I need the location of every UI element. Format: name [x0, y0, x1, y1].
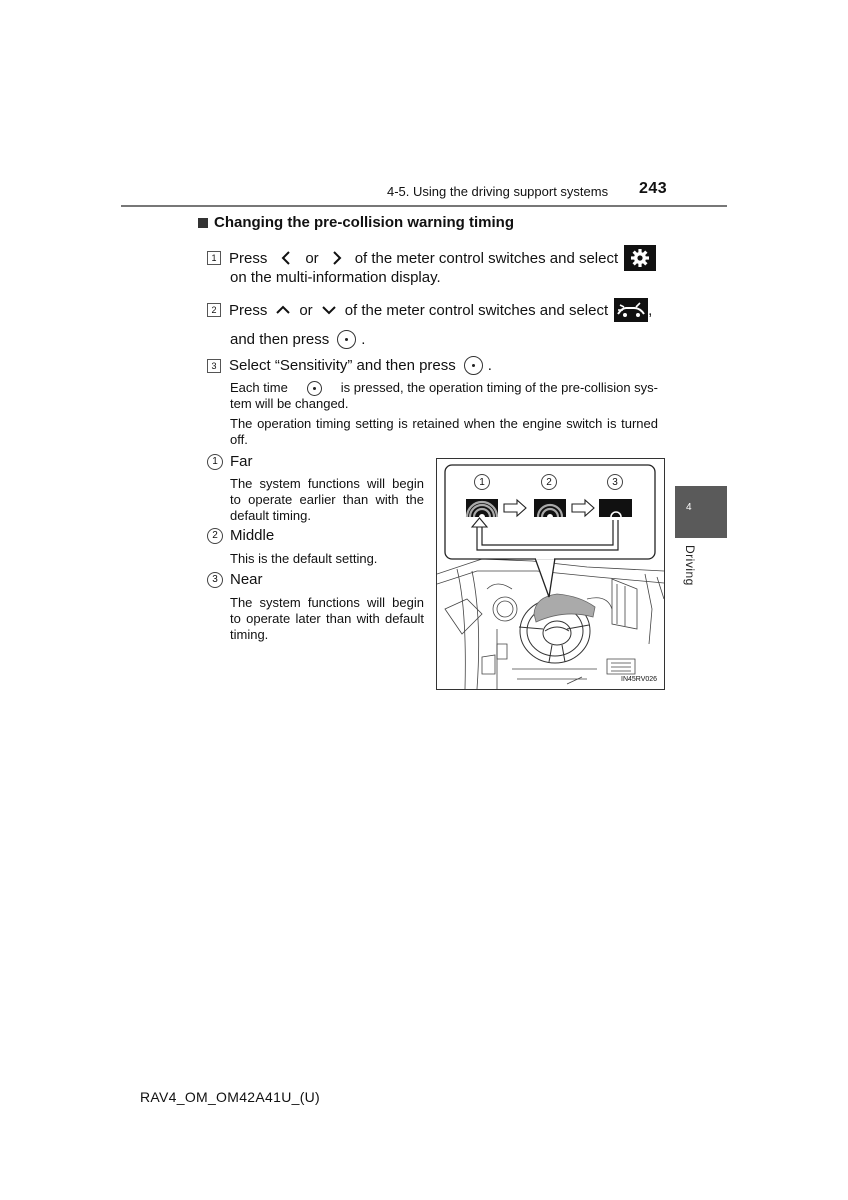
step-text: or — [305, 249, 319, 267]
step-text: Press — [229, 249, 268, 267]
note-1 — [230, 380, 658, 412]
ok-button-icon — [464, 356, 483, 375]
option-middle-desc: This is the default setting. — [230, 551, 378, 566]
step-2-line2 — [230, 330, 365, 349]
step-text: or — [299, 301, 313, 319]
page-number: 243 — [639, 180, 668, 197]
option-far-desc: The system functions will begin to operate earlier than with the default timing. — [230, 476, 424, 523]
figure-code: IN45RV026 — [621, 676, 658, 683]
settings-gear-icon — [624, 245, 656, 271]
option-middle — [207, 527, 274, 544]
option-far — [207, 453, 253, 470]
dashboard-illustration — [436, 458, 665, 690]
step-3 — [207, 356, 492, 375]
section-title: 4-5. Using the driving support systems — [387, 184, 609, 199]
step-1-line2: on the multi-information display. — [230, 269, 441, 286]
step-number: 1 — [207, 251, 221, 265]
option-near-desc: The system functions will begin to operate later than with default timing. — [230, 595, 424, 642]
option-number: 3 — [207, 572, 223, 588]
timing-diagram-svg — [437, 459, 664, 689]
header-rule — [121, 205, 727, 207]
note-text: tem will be changed. — [230, 396, 349, 411]
step-text: of the meter control switches and select — [354, 249, 619, 267]
step-text: of the meter control switches and select — [344, 301, 609, 319]
ok-button-icon — [307, 381, 322, 396]
option-title: Near — [230, 571, 263, 588]
option-number: 1 — [207, 454, 223, 470]
step-text: . — [361, 331, 366, 348]
note-2: The operation timing setting is retained when the engine switch is turned off. — [230, 416, 658, 447]
step-text: Select “Sensitivity” and then press — [229, 357, 456, 374]
option-title: Middle — [230, 527, 275, 544]
ok-button-icon — [337, 330, 356, 349]
document-code: RAV4_OM_OM42A41U_(U) — [140, 1089, 321, 1105]
option-near — [207, 571, 263, 588]
option-title: Far — [230, 453, 253, 470]
figure-label: 2 — [541, 474, 557, 490]
square-bullet-icon — [198, 218, 208, 228]
chevron-right-icon — [329, 250, 345, 266]
step-text: , — [648, 301, 653, 319]
step-2 — [207, 298, 652, 322]
step-1 — [207, 245, 656, 271]
figure-label: 1 — [474, 474, 490, 490]
chapter-number: 4 — [686, 502, 692, 513]
chevron-up-icon — [275, 302, 291, 318]
section-heading — [198, 214, 514, 231]
chapter-label: Driving — [683, 545, 697, 586]
chevron-left-icon — [279, 250, 295, 266]
step-text: Press — [229, 301, 268, 319]
step-text: . — [487, 357, 492, 374]
note-text: is pressed, the operation timing of the pre-collision sys- — [340, 380, 658, 395]
step-number: 3 — [207, 359, 221, 373]
pre-collision-system-icon — [614, 298, 648, 322]
figure-label: 3 — [607, 474, 623, 490]
heading-text: Changing the pre-collision warning timing — [214, 214, 514, 231]
option-number: 2 — [207, 528, 223, 544]
step-number: 2 — [207, 303, 221, 317]
chevron-down-icon — [321, 302, 337, 318]
note-text: Each time — [230, 380, 288, 395]
chapter-tab — [675, 486, 727, 538]
step-text: and then press — [230, 331, 330, 348]
